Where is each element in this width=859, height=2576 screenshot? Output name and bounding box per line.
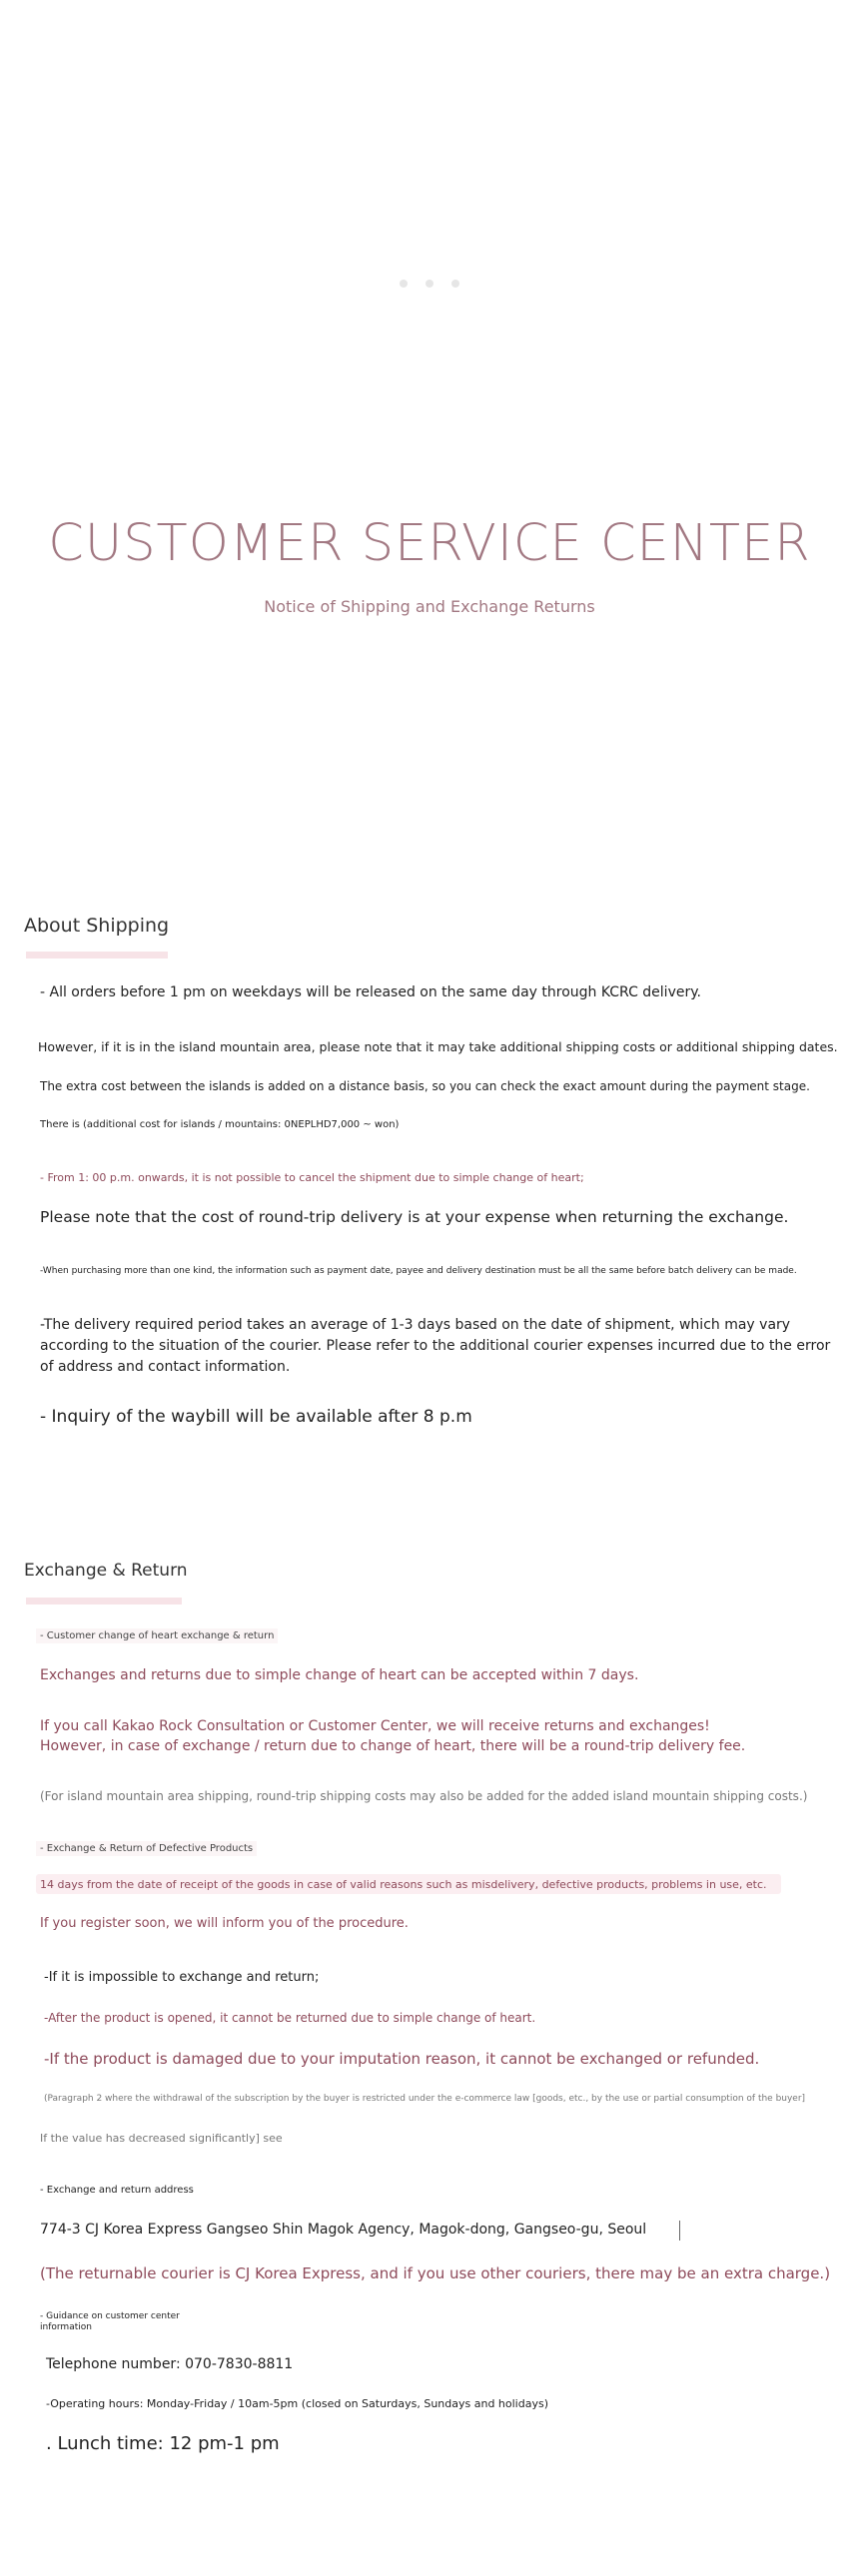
address-label: - Exchange and return address [40, 2185, 194, 2196]
shipping-line: - From 1: 00 p.m. onwards, it is not possible to cancel the shipment due to simple change of heart; [40, 1171, 584, 1184]
exchange-line: (Paragraph 2 where the withdrawal of the subscription by the buyer is restricted under the e-commerce law [goods, etc., by the use or partial consumption of the buyer] [44, 2094, 806, 2104]
guidance-label: - Guidance on customer center information [40, 2311, 180, 2332]
shipping-line: Please note that the cost of round-trip delivery is at your expense when returning the exchange. [40, 1208, 789, 1226]
shipping-line: There is (additional cost for islands / mountains: 0NEPLHD7,000 ~ won) [40, 1119, 400, 1130]
loading-dot [451, 280, 459, 288]
subsection-tag: - Customer change of heart exchange & return [36, 1628, 278, 1643]
section-underline [26, 952, 168, 959]
telephone-number: Telephone number: 070-7830-8811 [46, 2356, 294, 2372]
exchange-line: -After the product is opened, it cannot be returned due to simple change of heart. [44, 2011, 536, 2025]
return-address: 774-3 CJ Korea Express Gangseo Shin Magok Agency, Magok-dong, Gangseo-gu, Seoul [40, 2222, 647, 2238]
page-subtitle: Notice of Shipping and Exchange Returns [264, 597, 595, 616]
shipping-line: -When purchasing more than one kind, the information such as payment date, payee and delivery destination must be all the same before batch delivery can be made. [40, 1266, 797, 1276]
operating-hours: -Operating hours: Monday-Friday / 10am-5pm (closed on Saturdays, Sundays and holidays) [46, 2397, 548, 2410]
courier-note: (The returnable courier is CJ Korea Express, and if you use other couriers, there may be an extra charge.) [40, 2264, 831, 2282]
exchange-line: However, in case of exchange / return due to change of heart, there will be a round-trip delivery fee. [40, 1738, 746, 1754]
exchange-line: -If the product is damaged due to your imputation reason, it cannot be exchanged or refunded. [44, 2050, 760, 2068]
lunch-time: . Lunch time: 12 pm-1 pm [46, 2433, 280, 2454]
exchange-line: If you register soon, we will inform you of the procedure. [40, 1916, 409, 1931]
shipping-line: However, if it is in the island mountain area, please note that it may take additional shipping costs or additional shipping dates. [38, 1039, 838, 1054]
page-title: CUSTOMER SERVICE CENTER [48, 514, 811, 573]
text-cursor [679, 2221, 680, 2241]
shipping-line: - All orders before 1 pm on weekdays will be released on the same day through KCRC delivery. [40, 984, 701, 1000]
shipping-line: -The delivery required period takes an average of 1-3 days based on the date of shipment, which may vary according to the situation of the courier. Please refer to the additional courier expenses incurred due to the error of address and contact information. [40, 1317, 831, 1375]
exchange-section-title: Exchange & Return [24, 1561, 188, 1581]
section-underline [26, 1598, 182, 1605]
exchange-line: 14 days from the date of receipt of the goods in case of valid reasons such as misdelivery, defective products, problems in use, etc. [40, 1878, 767, 1891]
loading-dot [400, 280, 408, 288]
shipping-section-title: About Shipping [24, 915, 170, 937]
exchange-line: Exchanges and returns due to simple change of heart can be accepted within 7 days. [40, 1667, 639, 1683]
exchange-line: (For island mountain area shipping, round-trip shipping costs may also be added for the added island mountain shipping costs.) [40, 1789, 808, 1803]
shipping-line: The extra cost between the islands is added on a distance basis, so you can check the exact amount during the payment stage. [40, 1079, 810, 1093]
exchange-line: -If it is impossible to exchange and return; [44, 1970, 320, 1985]
exchange-line: If you call Kakao Rock Consultation or Customer Center, we will receive returns and exchanges! [40, 1718, 710, 1734]
loading-indicator [400, 280, 459, 292]
exchange-line: If the value has decreased significantly] see [40, 2132, 283, 2145]
shipping-line: - Inquiry of the waybill will be available after 8 p.m [40, 1407, 472, 1427]
subsection-tag: - Exchange & Return of Defective Products [36, 1841, 257, 1856]
loading-dot [426, 280, 433, 288]
